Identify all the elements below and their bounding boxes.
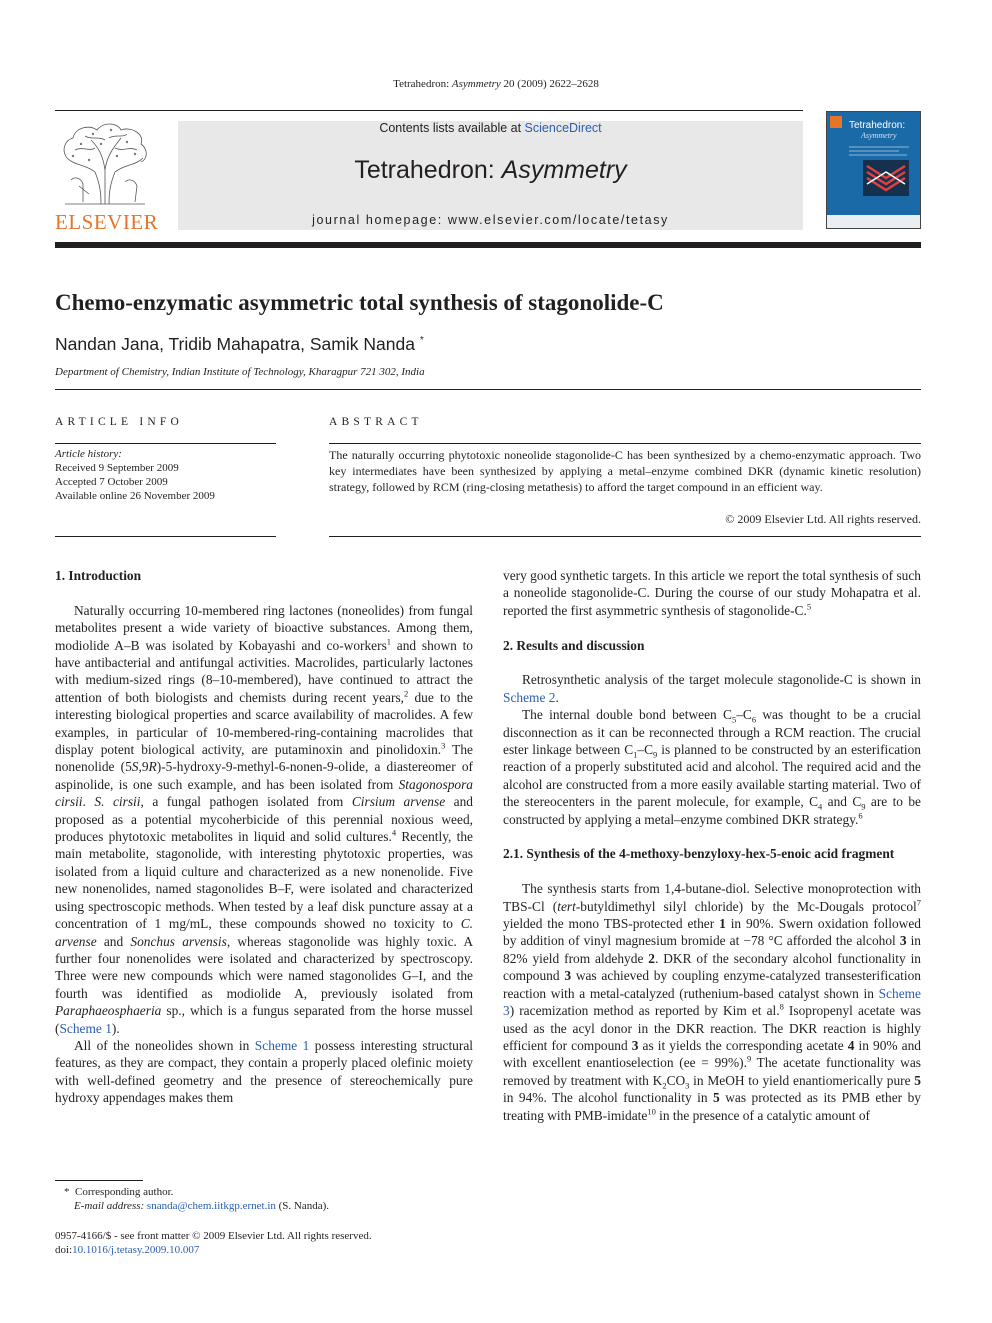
doi-link[interactable]: 10.1016/j.tetasy.2009.10.007 <box>72 1244 200 1256</box>
results-paragraph-1: Retrosynthetic analysis of the target molecule stagonolide-C is shown in Scheme 2. <box>503 672 921 705</box>
body-left-column <box>55 567 473 1107</box>
author-email-link[interactable]: snanda@chem.iitkgp.ernet.in <box>146 1200 276 1212</box>
intro-paragraph-2-continued: very good synthetic targets. In this article we report the total synthesis of such a noneolide stagonolide-C. During the course of our study Mohapatra et al. reported the first asymmetric synthesis of stagonolide-C.$^5$ <box>503 568 921 618</box>
doi-line: doi:10.1016/j.tetasy.2009.10.007 <box>55 1244 200 1256</box>
results-heading: 2. Results and discussion <box>503 637 645 653</box>
title-rule <box>55 389 921 390</box>
intro-paragraph-1: Naturally occurring 10-membered ring lactones (noneolides) from fungal metabolites present a wide variety of bioactive substances. Among them, modiolide A–B was isolated by Kobayashi and co-workers$^1$ and shown to have antibacterial and antifungal activities. Macrolides, particularly lactones with medium-sized rings (8–10-membered), have continued to attract the attention of both biologists and chemists during recent years,$^2$ due to the interesting biological properties and scarce availability of macrolides. A few examples, in particular of 10-membered-ring-containing macrolides that display potent biological activity, are putaminoxin and pinolidoxin.$^3$ The nonenolide (5S,9R)-5-hydroxy-9-methyl-6-nonen-9-olide, a diastereomer of aspinolide, is one such example, and has been isolated from Stagonospora cirsii. S. cirsii, a fungal pathogen isolated from Cirsium arvense and proposed as a potential mycoherbicide of this perennial noxious weed, produces phytotoxic metabolites in liquid and solid cultures.$^4$ Recently, the main metabolite, stagonolide, with interesting phytotoxic properties, was isolated from a liquid culture and characterized as a new nonenolide. Five new nonenolides, named stagonolides B–F, were isolated and characterized using spectroscopic methods. When tested by a leaf disk puncture assay at a concentration of 1 mg/mL, these compounds showed no toxicity to C. arvense and Sonchus arvensis, whereas stagonolide was highly toxic. A further four nonenolides were isolated and characterized by spectroscopy. Three were new compounds which were named stagonolides G–I, and the fourth was identified as modiolide A, previously isolated from Paraphaeosphaeria sp., which is a fungus separated from the horse mussel (Scheme 1). <box>55 602 474 1036</box>
introduction-heading: 1. Introduction <box>55 568 142 583</box>
sciencedirect-link[interactable]: ScienceDirect <box>524 121 602 135</box>
header-rule <box>55 110 803 111</box>
author-affiliation: Department of Chemistry, Indian Institute of Technology, Kharagpur 721 302, India <box>55 366 425 378</box>
subsection-heading: 2.1. Synthesis of the 4-methoxy-benzyloxy-hex-5-enoic acid fragment <box>503 846 895 862</box>
corresponding-author-mark[interactable]: * <box>419 335 424 347</box>
cover-molecule-graphic <box>863 160 909 196</box>
article-info-bottom-rule <box>55 536 276 537</box>
online-date: Available online 26 November 2009 <box>55 490 215 502</box>
abstract-heading: ABSTRACT <box>329 416 423 428</box>
corresponding-author-note: * Corresponding author. <box>64 1186 174 1198</box>
journal-citation: Tetrahedron: Asymmetry 20 (2009) 2622–2628 <box>393 78 599 90</box>
cover-publisher-mark <box>830 116 842 128</box>
synthesis-paragraph: The synthesis starts from 1,4-butane-diol. Selective monoprotection with TBS-Cl (tert-butyldimethyl silyl chloride) by the Mc-Dougals protocol$^7$ yielded the mono TBS-protected ether 1 in 90%. Swern oxidation followed by addition of vinyl magnesium bromide at −78 °C afforded the alcohol 3 in 82% yield from aldehyde 2. DKR of the secondary alcohol functionality in compound 3 was achieved by coupling enzyme-catalyzed transesterification reaction with a metal-catalyzed (ruthenium-based catalyst shown in Scheme 3) racemization method as reported by Kim et al.$^8$ Isopropenyl acetate was used as the acyl donor in the DKR reaction. The DKR reaction is highly efficient for compound 3 as it yields the corresponding acetate 4 in 90% and with excellent enantioselection (ee = 99%).$^9$ The acetate functionality was removed by treatment with $K_2CO_3$ in MeOH to yield enantiomerically pure 5 in 94%. The alcohol functionality in 5 was protected as its PMB ether by treating with PMB-imidate$^{10}$ in the presence of a catalytic amount of <box>503 881 922 1123</box>
history-label: Article history: <box>55 448 122 460</box>
cover-footer <box>827 215 920 228</box>
article-history <box>55 447 276 503</box>
article-info-rule <box>55 443 276 444</box>
article-info-heading: ARTICLE INFO <box>55 416 183 428</box>
abstract-copyright: © 2009 Elsevier Ltd. All rights reserved. <box>725 512 921 526</box>
journal-cover-image <box>826 111 921 229</box>
abstract-bottom-rule <box>329 536 921 537</box>
author-list: Nandan Jana, Tridib Mahapatra, Samik Nanda * <box>55 334 424 354</box>
header-thick-rule <box>55 242 921 248</box>
journal-homepage[interactable]: journal homepage: www.elsevier.com/locate/tetasy <box>312 213 669 227</box>
results-paragraph-2: The internal double bond between $C_5-C_6$ was thought to be a crucial disconnection as it can be reconnected through a RCM reaction. The crucial ester linkage between $C_1-C_9$ is planned to be constructed by an esterification reaction of a properly substituted acid and alcohol. The required acid and the alcohol are constructed from a more easily available starting material. Two of the stereocenters in the parent molecule, for example, $C_4$ and $C_9$ are to be constructed by applying a metal–enzyme combined DKR strategy.$^6$ <box>503 707 921 827</box>
contents-available-line: Contents lists available at ScienceDirect <box>379 121 602 135</box>
intro-paragraph-2: All of the noneolides shown in Scheme 1 possess interesting structural features, as they are compact, they contain a properly placed olefinic moiety with well-defined geometry and the presence of stereochemically pure hydroxy appendages makes them <box>55 1037 473 1106</box>
article-title: Chemo-enzymatic asymmetric total synthesis of stagonolide-C <box>55 290 664 315</box>
cover-title: Tetrahedron: <box>849 120 906 131</box>
received-date: Received 9 September 2009 <box>55 462 179 474</box>
cover-text-lines <box>849 145 915 159</box>
journal-banner <box>178 121 803 230</box>
accepted-date: Accepted 7 October 2009 <box>55 476 168 488</box>
abstract-text: The naturally occurring phytotoxic noneolide stagonolide-C has been synthesized by a chemo-enzymatic approach. Two key intermediates have been synthesized by applying a metal–enzyme combined DKR (dynamic kinetic resolution) strategy, followed by RCM (ring-closing metathesis) to afford the target compound in an efficient way. <box>329 448 921 495</box>
abstract-rule <box>329 443 921 444</box>
body-right-column <box>503 567 921 1124</box>
elsevier-wordmark: ELSEVIER <box>55 210 159 234</box>
journal-title: Tetrahedron: Asymmetry <box>354 156 627 184</box>
issn-line: 0957-4166/$ - see front matter © 2009 Elsevier Ltd. All rights reserved. <box>55 1230 372 1242</box>
email-note: E-mail address: snanda@chem.iitkgp.ernet.in (S. Nanda). <box>74 1200 330 1212</box>
footnote-rule <box>55 1180 143 1181</box>
cover-subtitle: Asymmetry <box>861 131 897 140</box>
